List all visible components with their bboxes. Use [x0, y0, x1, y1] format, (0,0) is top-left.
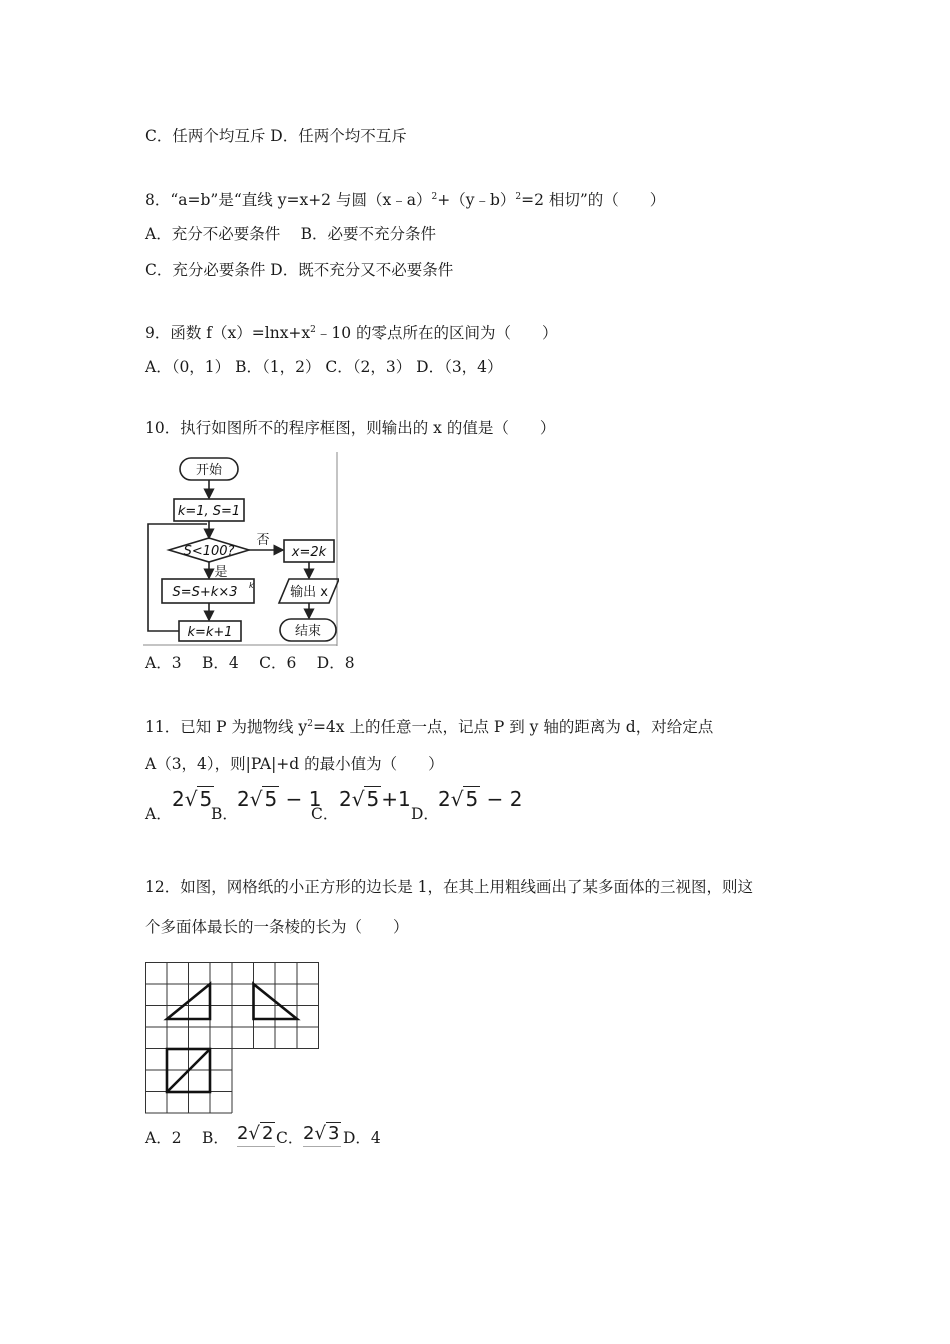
- q12-three-view-grid: [145, 962, 321, 1114]
- q11-option-c: 2√ 5 +1: [339, 787, 411, 811]
- svg-text:S<100?: S<100?: [183, 544, 235, 559]
- q10-flowchart: [143, 452, 339, 646]
- q11-label-b: B．: [211, 805, 238, 823]
- q10-stem: 10．执行如图所不的程序框图，则输出的 x 的值是（ ）: [145, 419, 556, 437]
- svg-text:x=2k: x=2k: [291, 545, 327, 560]
- q11-stem-line2: A（3，4），则|PA|+d 的最小值为（ ）: [145, 755, 444, 773]
- svg-text:开始: 开始: [195, 463, 223, 478]
- q11-label-a: A．: [145, 805, 172, 823]
- q9-options: A．（0，1） B．（1，2） C．（2，3） D．（3，4）: [145, 358, 503, 376]
- svg-text:k=1, S=1: k=1, S=1: [177, 504, 241, 519]
- svg-text:否: 否: [256, 533, 270, 548]
- svg-text:k=k+1: k=k+1: [187, 625, 233, 640]
- svg-text:k: k: [249, 581, 254, 590]
- q11-option-d: 2√ 5 − 2: [438, 787, 523, 811]
- q10-options: A．3 B．4 C．6 D．8: [145, 654, 355, 672]
- q9-stem: 9．函数 $f(x)=\ln x+x^2﹣10$ 的零点所在的区间为（ ）: [145, 324, 558, 343]
- q12-option-c: 2√ 3: [303, 1122, 341, 1147]
- q12-label-d: D．4: [343, 1129, 381, 1147]
- q12-label-ab: A．2 B．: [145, 1129, 229, 1147]
- q12-option-b: 2√ 2: [237, 1122, 275, 1147]
- svg-text:S=S+k×3: S=S+k×3: [172, 585, 238, 600]
- q7-options-cd: C．任两个均互斥 D．任两个均不互斥: [145, 127, 407, 145]
- q11-option-b: 2√ 5 − 1: [237, 787, 322, 811]
- q11-stem-line1: 11．已知 P 为抛物线 $y^2=4x$ 上的任意一点，记点 P 到 y 轴的距离为 d，对给定点: [145, 718, 714, 737]
- svg-text:是: 是: [214, 565, 228, 580]
- q12-stem-line1: 12．如图，网格纸的小正方形的边长是 1，在其上用粗线画出了某多面体的三视图，则这: [145, 878, 754, 896]
- q8-options-cd: C．充分必要条件 D．既不充分又不必要条件: [145, 261, 454, 279]
- q11-label-c: C．: [311, 805, 339, 823]
- q8-options-ab: A．充分不必要条件 B．必要不充分条件: [145, 225, 437, 243]
- svg-text:输出 x: 输出 x: [290, 585, 328, 600]
- q12-label-c: C．: [276, 1129, 304, 1147]
- q11-label-d: D．: [411, 805, 439, 823]
- q12-stem-line2: 个多面体最长的一条棱的长为（ ）: [145, 918, 409, 936]
- q11-option-a: 2√ 5: [172, 787, 213, 811]
- svg-text:结束: 结束: [294, 624, 322, 639]
- q8-stem: 8．“a=b”是“直线 y=x+2 与圆（x﹣a）$^2$+（y﹣b）$^2$=2 相切”的（ ）: [145, 191, 666, 210]
